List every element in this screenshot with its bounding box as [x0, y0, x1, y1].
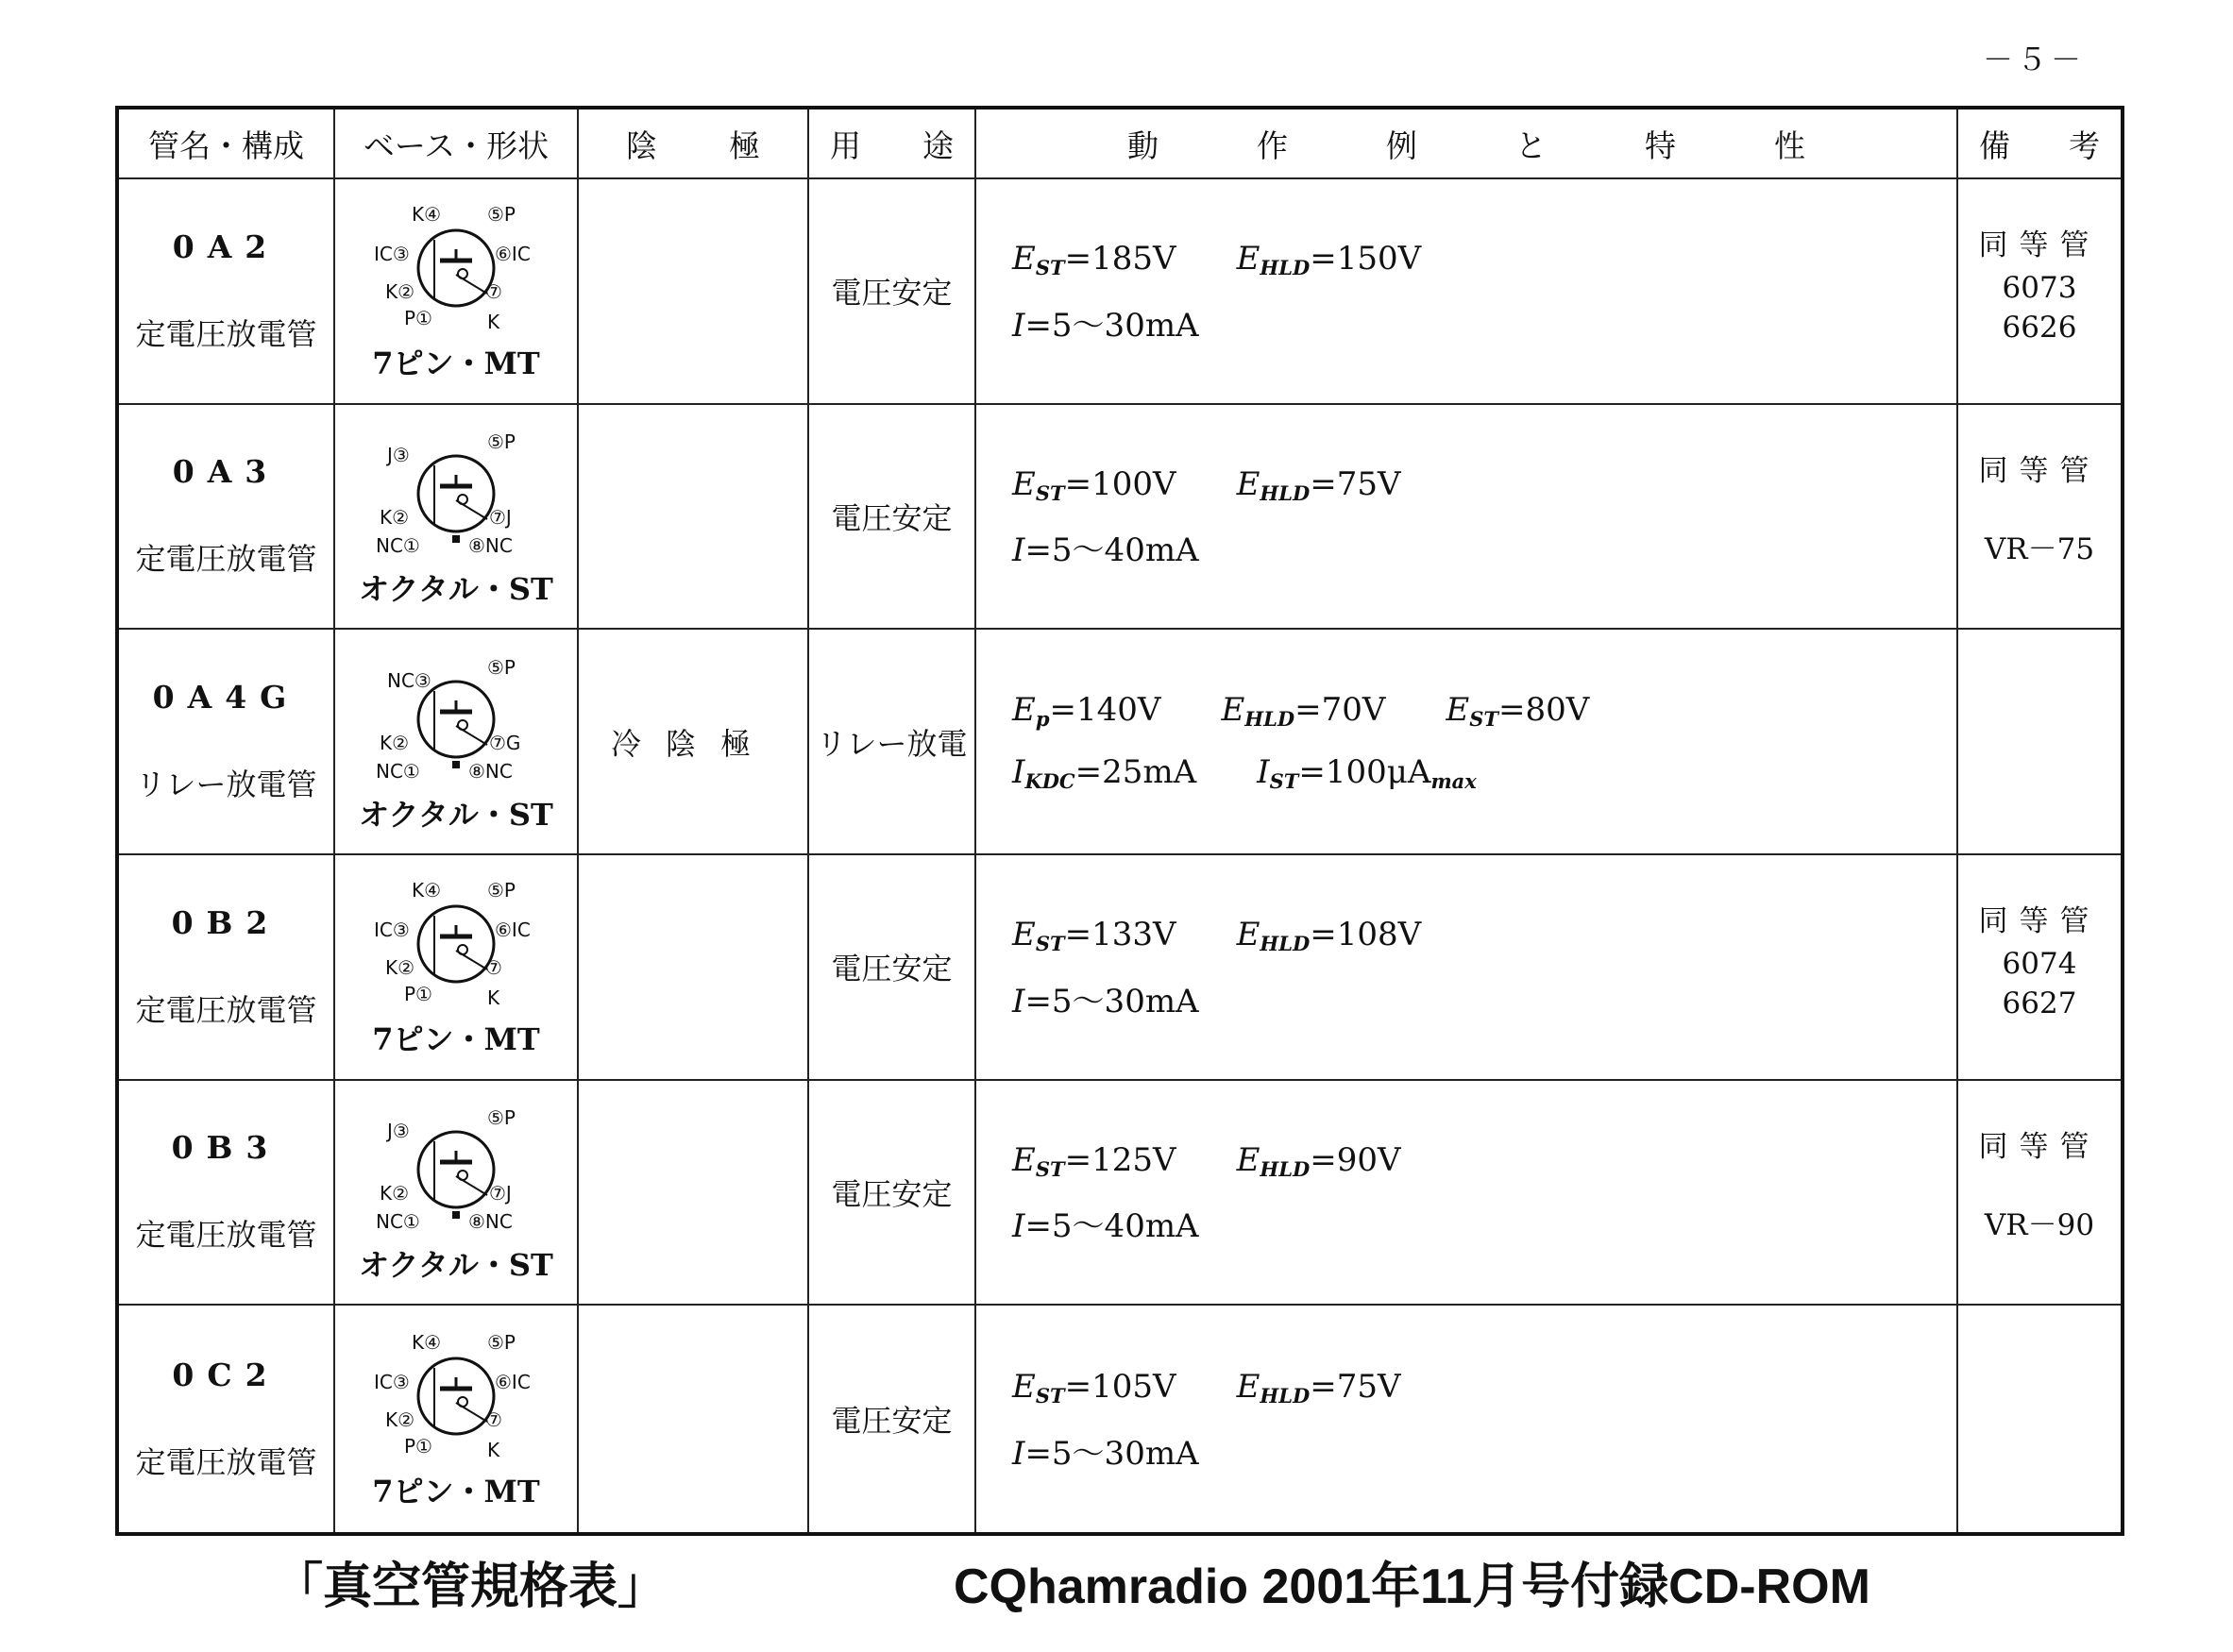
operating-line — [1012, 742, 1956, 804]
symbol: I — [1012, 1207, 1025, 1246]
pin-label: NC③ — [387, 668, 431, 692]
symbol: E — [1012, 240, 1036, 278]
operating-cell — [975, 1305, 1957, 1534]
base-diagram-icon — [366, 1105, 546, 1238]
cathode-dot — [458, 1397, 467, 1407]
operating-value — [1012, 916, 1176, 955]
base-label: オクタル・ST — [359, 570, 553, 607]
operating-cell — [975, 404, 1957, 630]
symbol: E — [1012, 1140, 1036, 1179]
header-cathode-1: 陰 — [626, 126, 657, 164]
symbol-subscript: HLD — [1260, 932, 1311, 956]
symbol: I — [1012, 306, 1025, 345]
remarks-cell — [1957, 1305, 2123, 1534]
base-diagram-icon — [366, 880, 546, 1012]
operating-value — [1257, 753, 1477, 793]
footer-title: 「真空管規格表」 — [274, 1559, 668, 1614]
pin-label: ⑤P — [487, 1332, 516, 1355]
usage-cell — [808, 404, 975, 630]
remarks-cell — [1957, 1080, 2123, 1306]
symbol: I — [1012, 982, 1025, 1020]
equivalent-label: 同等管 — [1978, 903, 2101, 938]
header-ops-5: 特 — [1645, 126, 1676, 164]
operating-value — [1012, 1368, 1176, 1408]
pin-label: ⑦J — [489, 505, 512, 529]
usage-value: 電圧安定 — [831, 951, 953, 987]
operating-value — [1012, 975, 1199, 1021]
equivalent-part: 6627 — [2002, 986, 2077, 1020]
tube-name: 0B2 — [171, 903, 281, 941]
symbol: E — [1236, 464, 1260, 503]
cathode-dot — [458, 269, 467, 278]
base-label: 7ピン・MT — [372, 346, 540, 382]
header-remarks-2: 考 — [2069, 126, 2100, 164]
pin-label: ⑦G — [489, 731, 521, 754]
pin-label: K④ — [412, 204, 442, 227]
pin-label: NC① — [376, 1209, 420, 1233]
symbol-subscript: ST — [1035, 480, 1065, 505]
symbol: I — [1012, 531, 1025, 570]
symbol-subscript: HLD — [1260, 1156, 1311, 1181]
footer-source: CQhamradio 2001年11月号付録CD-ROM — [954, 1559, 1870, 1614]
value: =100μA — [1298, 752, 1431, 791]
header-usage — [808, 108, 975, 178]
cathode-dot — [458, 495, 467, 504]
value: =80V — [1498, 690, 1590, 729]
operating-line — [1012, 1357, 1956, 1419]
usage-cell — [808, 178, 975, 404]
tube-envelope — [418, 456, 494, 531]
octal-key — [452, 1211, 460, 1219]
operating-cell — [975, 629, 1957, 854]
base-cell — [334, 404, 578, 630]
value: =125V — [1064, 1140, 1176, 1179]
base-diagram-icon — [366, 655, 546, 787]
cathode-cell — [578, 854, 808, 1080]
equivalent-part: 6074 — [2002, 946, 2077, 981]
symbol-subscript: HLD — [1244, 706, 1295, 731]
value: =185V — [1064, 240, 1176, 278]
tube-envelope — [418, 1132, 494, 1207]
pin-label: P① — [404, 1435, 432, 1458]
usage-cell — [808, 854, 975, 1080]
symbol-subscript: p — [1035, 706, 1050, 731]
cathode-dot — [458, 945, 467, 954]
pin-label: K② — [380, 1181, 410, 1205]
base-cell — [334, 1305, 578, 1534]
value: =105V — [1064, 1368, 1176, 1407]
symbol-subscript: HLD — [1260, 480, 1311, 505]
equivalent-label: 同等管 — [1978, 1129, 2101, 1164]
equivalent-part — [1958, 497, 2121, 519]
cathode-cell — [578, 629, 808, 854]
pin-label: P① — [404, 983, 432, 1006]
usage-cell — [808, 1305, 975, 1534]
symbol-subscript: HLD — [1260, 1384, 1311, 1408]
pin-label: J③ — [387, 1119, 410, 1142]
pin-label: ⑥IC — [495, 1371, 531, 1394]
operating-cell — [975, 178, 1957, 404]
equivalent-part: VR－75 — [1984, 531, 2095, 566]
base-label: オクタル・ST — [359, 796, 553, 833]
operating-value — [1012, 1427, 1199, 1474]
tube-name-cell — [117, 404, 334, 630]
pin-label: ⑧NC — [468, 1209, 513, 1233]
header-ops-1: 動 — [1127, 126, 1159, 164]
equivalent-label: 同等管 — [1978, 453, 2101, 488]
pin-label: ⑤P — [487, 880, 516, 902]
base-label: 7ピン・MT — [372, 1021, 540, 1058]
operating-value — [1221, 691, 1385, 731]
page-number: －５－ — [1983, 42, 2086, 77]
pin-label: ⑥IC — [495, 243, 531, 266]
base-label: 7ピン・MT — [372, 1474, 540, 1510]
value: =5～30mA — [1024, 306, 1199, 345]
base-cell — [334, 854, 578, 1080]
pin-label: K④ — [412, 880, 442, 902]
cathode-dot — [458, 720, 467, 730]
table-row — [117, 629, 2123, 854]
symbol: I — [1257, 752, 1270, 791]
tube-name-cell — [117, 1305, 334, 1534]
header-ops-6: 性 — [1774, 126, 1805, 164]
pin-label: K② — [380, 505, 410, 529]
header-row — [117, 108, 2123, 178]
cathode-dot — [458, 1171, 467, 1180]
pin-label: K② — [385, 1408, 415, 1432]
tube-type: 定電圧放電管 — [135, 1217, 317, 1254]
symbol-subscript: ST — [1035, 256, 1065, 280]
cathode-cell — [578, 1305, 808, 1534]
symbol-subscript: ST — [1035, 1156, 1065, 1181]
header-cathode-2: 極 — [729, 126, 760, 164]
tube-name: 0C2 — [172, 1356, 280, 1393]
operating-value — [1237, 465, 1401, 505]
tube-type: 定電圧放電管 — [135, 1443, 317, 1480]
cathode-cell — [578, 1080, 808, 1306]
base-label: オクタル・ST — [359, 1246, 553, 1283]
table-row — [117, 1080, 2123, 1306]
operating-value — [1237, 916, 1422, 955]
equivalent-part — [1958, 1172, 2121, 1195]
operating-value — [1237, 240, 1422, 279]
symbol: E — [1012, 690, 1036, 729]
pin-label: K — [487, 1439, 500, 1462]
pin-label: ⑥IC — [495, 919, 531, 942]
tube-envelope — [418, 906, 494, 982]
pin-label: ⑦ — [485, 956, 502, 980]
pin-label: K② — [385, 280, 415, 304]
tube-type: リレー放電管 — [135, 767, 317, 803]
tube-name: 0A4G — [152, 679, 300, 716]
max-subscript: max — [1430, 768, 1477, 793]
cathode-cell — [578, 178, 808, 404]
value: =70V — [1294, 690, 1386, 729]
usage-value: 電圧安定 — [831, 275, 953, 312]
equivalent-part: 6073 — [2002, 271, 2077, 305]
pin-label: K② — [385, 956, 415, 980]
value: =150V — [1310, 240, 1422, 278]
value: =5～40mA — [1024, 1207, 1199, 1246]
octal-key — [452, 535, 460, 543]
pin-label: J③ — [387, 443, 410, 466]
usage-value: リレー放電 — [816, 725, 968, 762]
header-remarks — [1957, 108, 2123, 178]
pin-label: K② — [380, 731, 410, 754]
value: =5～30mA — [1024, 1434, 1199, 1473]
pin-label: P① — [404, 307, 432, 330]
table-row — [117, 1305, 2123, 1534]
cathode-cell — [578, 404, 808, 630]
symbol: I — [1012, 1434, 1025, 1473]
value: =5～40mA — [1024, 531, 1199, 570]
base-cell — [334, 178, 578, 404]
tube-name: 0B3 — [171, 1129, 281, 1167]
pin-label: IC③ — [374, 243, 410, 266]
equivalent-part: 6626 — [2002, 311, 2077, 345]
header-ops-4: と — [1515, 126, 1547, 164]
symbol: E — [1236, 1140, 1260, 1179]
header-ops — [975, 108, 1957, 178]
symbol: E — [1012, 1368, 1036, 1407]
symbol-subscript: ST — [1035, 932, 1065, 956]
symbol-subscript: ST — [1469, 706, 1499, 731]
usage-cell — [808, 629, 975, 854]
symbol-subscript: KDC — [1024, 768, 1075, 793]
value: =5～30mA — [1024, 982, 1199, 1020]
operating-value — [1237, 1141, 1401, 1181]
pin-label: ⑦ — [485, 280, 502, 304]
operating-line — [1012, 228, 1956, 291]
header-usage-1: 用 — [830, 126, 861, 164]
tube-envelope — [418, 230, 494, 306]
table-row — [117, 854, 2123, 1080]
symbol: E — [1236, 916, 1260, 954]
base-diagram-icon — [366, 430, 546, 562]
tube-name-cell — [117, 1080, 334, 1306]
usage-value: 電圧安定 — [831, 499, 953, 536]
pin-label: K — [487, 311, 500, 334]
symbol: E — [1012, 464, 1036, 503]
header-cathode — [578, 108, 808, 178]
operating-value — [1237, 1368, 1401, 1408]
tube-name-cell — [117, 178, 334, 404]
tube-name: 0A3 — [172, 453, 280, 491]
pin-label: K — [487, 986, 500, 1010]
tube-name-cell — [117, 854, 334, 1080]
pin-label: ⑤P — [487, 204, 516, 227]
cathode-value: 冷陰極 — [610, 725, 775, 762]
usage-cell — [808, 1080, 975, 1306]
value: =100V — [1064, 464, 1176, 503]
operating-cell — [975, 1080, 1957, 1306]
operating-cell — [975, 854, 1957, 1080]
base-cell — [334, 1080, 578, 1306]
operating-line — [1012, 1419, 1956, 1481]
operating-value — [1012, 691, 1160, 731]
equivalent-part: VR－90 — [1984, 1207, 2095, 1242]
tube-type: 定電圧放電管 — [135, 315, 317, 352]
table-row — [117, 178, 2123, 404]
header-name — [117, 108, 334, 178]
value: =133V — [1064, 916, 1176, 954]
operating-line — [1012, 1130, 1956, 1192]
symbol: E — [1446, 690, 1470, 729]
spec-table — [115, 106, 2124, 1536]
header-base — [334, 108, 578, 178]
value: =140V — [1049, 690, 1161, 729]
remarks-cell — [1957, 178, 2123, 404]
tube-type: 定電圧放電管 — [135, 541, 317, 578]
symbol-subscript: HLD — [1260, 256, 1311, 280]
base-cell — [334, 629, 578, 854]
pin-label: IC③ — [374, 919, 410, 942]
operating-line — [1012, 967, 1956, 1029]
header-remarks-1: 備 — [1979, 126, 2010, 164]
table-row — [117, 404, 2123, 630]
operating-line — [1012, 1192, 1956, 1255]
operating-line — [1012, 516, 1956, 579]
symbol: I — [1012, 752, 1025, 791]
base-diagram-icon — [366, 1332, 546, 1464]
value: =108V — [1310, 916, 1422, 954]
pin-label: ⑤P — [487, 430, 516, 453]
remarks-cell — [1957, 629, 2123, 854]
pin-label: ⑤P — [487, 655, 516, 679]
operating-value — [1012, 240, 1176, 279]
value: =90V — [1310, 1140, 1401, 1179]
operating-value — [1012, 1200, 1199, 1246]
pin-label: NC① — [376, 759, 420, 783]
value: =25mA — [1074, 752, 1197, 791]
value: =75V — [1310, 464, 1401, 503]
pin-label: ⑧NC — [468, 759, 513, 783]
pin-label: ⑤P — [487, 1105, 516, 1129]
header-usage-2: 途 — [922, 126, 954, 164]
symbol-subscript: ST — [1269, 768, 1299, 793]
tube-envelope — [418, 1358, 494, 1434]
equivalent-label: 同等管 — [1978, 228, 2101, 262]
value: =75V — [1310, 1368, 1401, 1407]
octal-key — [452, 761, 460, 768]
pin-label: IC③ — [374, 1371, 410, 1394]
operating-line — [1012, 291, 1956, 353]
pin-label: ⑦ — [485, 1408, 502, 1432]
header-ops-3: 例 — [1386, 126, 1417, 164]
usage-value: 電圧安定 — [831, 1403, 953, 1440]
header-ops-2: 作 — [1257, 126, 1288, 164]
operating-value — [1446, 691, 1589, 731]
header-name-label: 管名・構成 — [148, 126, 304, 164]
pin-label: K④ — [412, 1332, 442, 1355]
operating-line — [1012, 454, 1956, 516]
header-base-label: ベース・形状 — [363, 126, 550, 164]
tube-name: 0A2 — [172, 228, 280, 265]
operating-line — [1012, 680, 1956, 742]
tube-envelope — [418, 682, 494, 757]
base-diagram-icon — [366, 204, 546, 336]
pin-label: NC① — [376, 533, 420, 557]
remarks-cell — [1957, 404, 2123, 630]
symbol: E — [1236, 1368, 1260, 1407]
symbol: E — [1221, 690, 1245, 729]
operating-value — [1012, 524, 1199, 570]
operating-value — [1012, 753, 1196, 793]
usage-value: 電圧安定 — [831, 1175, 953, 1212]
pin-label: ⑧NC — [468, 533, 513, 557]
operating-line — [1012, 904, 1956, 967]
symbol-subscript: ST — [1035, 1384, 1065, 1408]
symbol: E — [1236, 240, 1260, 278]
remarks-cell — [1957, 854, 2123, 1080]
operating-value — [1012, 299, 1199, 346]
operating-value — [1012, 1141, 1176, 1181]
operating-value — [1012, 465, 1176, 505]
tube-name-cell — [117, 629, 334, 854]
pin-label: ⑦J — [489, 1181, 512, 1205]
symbol: E — [1012, 916, 1036, 954]
tube-type: 定電圧放電管 — [135, 991, 317, 1028]
